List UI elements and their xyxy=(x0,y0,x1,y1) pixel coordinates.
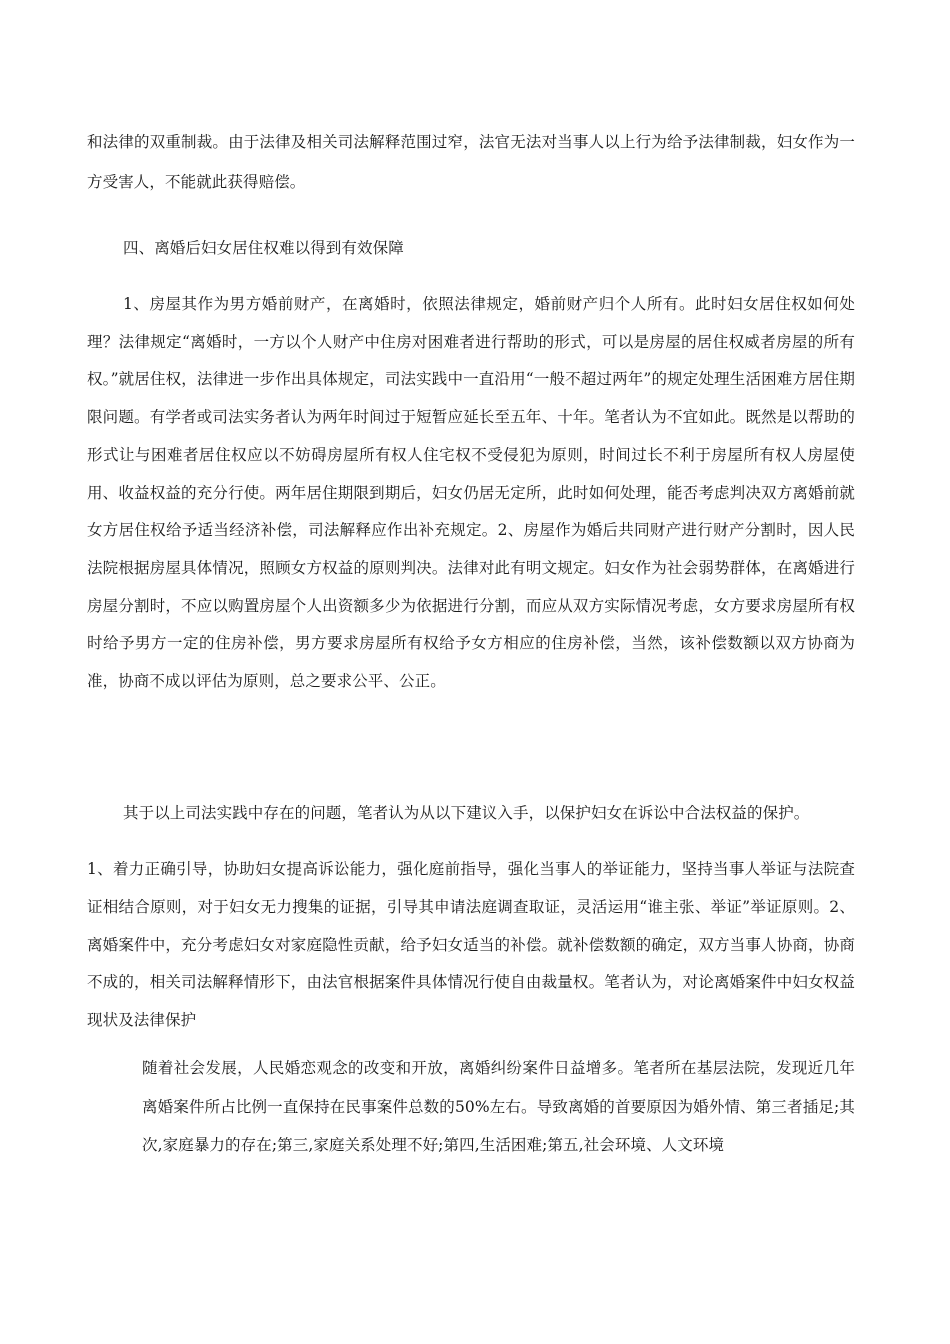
section-heading: 四、离婚后妇女居住权难以得到有效保障 xyxy=(123,239,404,257)
paragraph-continuation: 和法律的双重制裁。由于法律及相关司法解释范围过窄，法官无法对当事人以上行为给予法律制裁，妇女作为一方受害人，不能就此获得赔偿。 xyxy=(87,133,855,191)
paragraph-intro-quote: 随着社会发展，人民婚恋观念的改变和开放，离婚纠纷案件日益增多。笔者所在基层法院，发现近几年离婚案件所占比例一直保持在民事案件总数的50%左右。导致离婚的首要原因为婚外情、第三者插足;其次,家庭暴力的存在;第三,家庭关系处理不好;第四,生活困难;第五,社会环境、人文环境 xyxy=(142,1059,855,1154)
paragraph-housing: 1、房屋其作为男方婚前财产，在离婚时，依照法律规定，婚前财产归个人所有。此时妇女居住权如何处理？法律规定“离婚时，一方以个人财产中住房对困难者进行帮助的形式，可以是房屋的居住权威者房屋的所有权。”就居住权，法律进一步作出具体规定，司法实践中一直沿用“一般不超过两年”的规定处理生活困难方居住期限问题。有学者或司法实务者认为两年时间过于短暂应延长至五年、十年。笔者认为不宜如此。既然是以帮助的形式让与困难者居住权应以不妨碍房屋所有权人住宅权不受侵犯为原则，时间过长不利于房屋所有权人房屋使用、收益权益的充分行使。两年居住期限到期后，妇女仍居无定所，此时如何处理，能否考虑判决双方离婚前就女方居住权给予适当经济补偿，司法解释应作出补充规定。2、房屋作为婚后共同财产进行财产分割时，因人民法院根据房屋具体情况，照顾女方权益的原则判决。法律对此有明文规定。妇女作为社会弱势群体，在离婚进行房屋分割时，不应以购置房屋个人出资额多少为依据进行分割，而应从双方实际情况考虑，女方要求房屋所有权时给予男方一定的住房补偿，男方要求房屋所有权给予女方相应的住房补偿，当然，该补偿数额以双方协商为准，协商不成以评估为原则，总之要求公平、公正。 xyxy=(87,295,855,691)
paragraph-suggestions-intro: 其于以上司法实践中存在的问题，笔者认为从以下建议入手，以保护妇女在诉讼中合法权益的保护。 xyxy=(123,804,810,822)
paragraph-suggestions: 1、着力正确引导，协助妇女提高诉讼能力，强化庭前指导，强化当事人的举证能力，坚持当事人举证与法院查证相结合原则，对于妇女无力搜集的证据，引导其申请法庭调查取证，灵活运用“谁主张、举证”举证原则。2、离婚案件中，充分考虑妇女对家庭隐性贡献，给予妇女适当的补偿。就补偿数额的确定，双方当事人协商，协商不成的，相关司法解释情形下，由法官根据案件具体情况行使自由裁量权。笔者认为，对论离婚案件中妇女权益现状及法律保护 xyxy=(87,860,855,1030)
